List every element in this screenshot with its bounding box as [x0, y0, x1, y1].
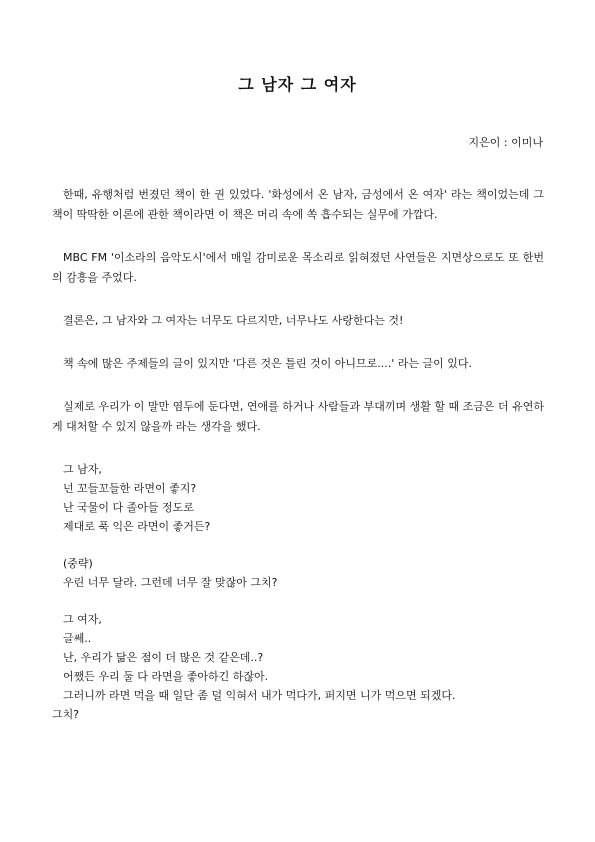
excerpt-line: 난 국물이 다 졸아들 정도로	[63, 501, 194, 514]
excerpt-line: (중략)	[63, 557, 93, 570]
document-title: 그 남자 그 여자	[238, 75, 357, 94]
excerpt-line: 그러니까 라면 먹을 때 일단 좀 덜 익혀서 내가 먹다가, 퍼지면 니가 먹으면 되겠다.	[63, 689, 456, 702]
excerpt-her	[52, 610, 544, 724]
excerpt-line: 글쎄..	[63, 632, 92, 645]
paragraph: 책 속에 많은 주제들의 글이 있지만 '다른 것은 틀린 것이 아니므로....' 라는 글이 있다.	[63, 357, 473, 370]
paragraph: 실제로 우리가 이 말만 염두에 둔다면, 연애를 하거나 사람들과 부대끼며 생활 할 때 조금은 더 유연하게 대처할 수 있지 않을까 라는 생각을 했다.	[52, 400, 544, 433]
excerpt-line: 넌 꼬들꼬들한 라면이 좋지?	[63, 482, 197, 495]
excerpt-line: 제대로 푹 익은 라면이 좋거든?	[63, 520, 211, 533]
excerpt-him	[52, 460, 544, 536]
excerpt-line: 난, 우리가 닮은 점이 더 많은 것 같은데..?	[63, 651, 264, 664]
excerpt-line: 그 여자,	[63, 613, 102, 626]
excerpt-line: 그치?	[52, 708, 80, 721]
paragraph: MBC FM '이소라의 음악도시'에서 매일 감미로운 목소리로 읽혀졌던 사연들은 지면상으로도 또 한번의 감흥을 주었다.	[52, 251, 544, 284]
excerpt-omitted	[52, 554, 544, 592]
author-line: 지은이 : 이미나	[468, 136, 543, 149]
paragraph: 결론은, 그 남자와 그 여자는 너무도 다르지만, 너무나도 사랑한다는 것!	[63, 314, 404, 327]
paragraph: 한때, 유행처럼 번졌던 책이 한 권 있었다. '화성에서 온 남자, 금성에서 온 여자' 라는 책이었는데 그 책이 딱딱한 이론에 관한 책이라면 이 책은 머리 속에 쏙 흡수되는 실무에 가깝다.	[52, 188, 544, 221]
excerpt-line: 어쨌든 우리 둘 다 라면을 좋아하긴 하잖아.	[63, 670, 269, 683]
excerpt-line: 우린 너무 달라. 그런데 너무 잘 맞잖아 그치?	[63, 576, 278, 589]
document-body	[52, 185, 544, 742]
excerpt-line: 그 남자,	[63, 463, 102, 476]
